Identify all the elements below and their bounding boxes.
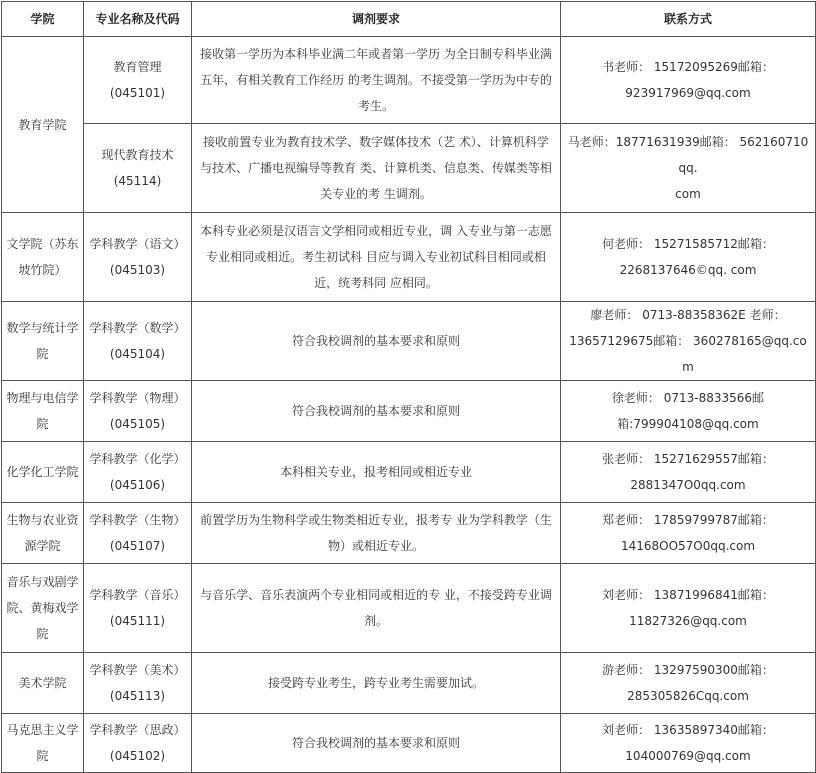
major-name: 学科教学（物理） — [89, 391, 186, 405]
major-code: (045103) — [109, 263, 166, 277]
requirement-cell: 本科相关专业，报考相同或相近专业 — [192, 442, 561, 503]
table-row — [2, 653, 816, 714]
requirement-cell: 符合我校调剂的基本要求和原则 — [192, 302, 561, 381]
major-cell — [84, 124, 192, 213]
requirement-cell: 前置学历为生物科学或生物类相近专业，报考专 业为学科教学（生物）或相近专业。 — [192, 503, 561, 564]
contact-line: 285305826Cqq.com — [627, 689, 749, 703]
contact-cell — [561, 37, 816, 124]
contact-line: 廖老师： 0713-88358362E 老师： — [590, 308, 786, 322]
table-row — [2, 442, 816, 503]
major-cell — [84, 653, 192, 714]
contact-line: 14168OO57O0qq.com — [620, 539, 756, 553]
table-row — [2, 714, 816, 773]
college-cell: 物理与电信学院 — [2, 381, 84, 442]
major-code: (045107) — [109, 539, 166, 553]
college-cell: 生物与农业资源学院 — [2, 503, 84, 564]
requirement-cell: 接收前置专业为教育技术学、数字媒体技术（艺 术）、计算机科学与技术、广播电视编导等教育 类、计算机类、信息类、传媒类等相关专业的考 生调剂。 — [192, 124, 561, 213]
table-row — [2, 564, 816, 653]
major-code: (045113) — [109, 689, 166, 703]
contact-line: 2268137646©qq. com — [619, 263, 757, 277]
college-cell: 文学院（苏东坡竹院） — [2, 213, 84, 302]
college-cell: 马克思主义学院 — [2, 714, 84, 773]
major-code: (045105) — [109, 417, 166, 431]
major-name: 现代教育技术 — [101, 148, 174, 162]
major-name: 学科教学（美术） — [89, 663, 186, 677]
major-code: (045106) — [109, 478, 166, 492]
major-name: 学科教学（数学） — [89, 321, 186, 335]
contact-line: 刘老师： 13635897340邮箱： — [602, 723, 774, 737]
contact-cell — [561, 653, 816, 714]
major-name: 学科教学（音乐） — [89, 588, 186, 602]
contact-line: 11827326@qq.com — [629, 614, 747, 628]
table-row — [2, 124, 816, 213]
contact-line: 书老师： 15172095269邮箱： — [602, 60, 774, 74]
contact-line: 13657129675邮箱： 360278165@qq.com — [569, 334, 807, 374]
header-major: 专业名称及代码 — [84, 2, 192, 37]
college-cell: 化学化工学院 — [2, 442, 84, 503]
major-code: (45114) — [113, 174, 162, 188]
major-name: 学科教学（语文） — [89, 237, 186, 251]
contact-line: 104000769@qq.com — [625, 749, 751, 763]
college-cell: 音乐与戏剧学院、黄梅戏学院 — [2, 564, 84, 653]
contact-line: 923917969@qq.com — [625, 86, 751, 100]
contact-cell — [561, 564, 816, 653]
major-name: 教育管理 — [113, 60, 162, 74]
major-code: (045111) — [109, 614, 166, 628]
contact-cell — [561, 381, 816, 442]
contact-line: 游老师： 13297590300邮箱： — [602, 663, 774, 677]
requirement-cell: 符合我校调剂的基本要求和原则 — [192, 714, 561, 773]
major-cell — [84, 564, 192, 653]
requirement-cell: 接收第一学历为本科毕业满二年或者第一学历 为全日制专科毕业满五年，有相关教育工作经历 的考生调剂。不接受第一学历为中专的考生。 — [192, 37, 561, 124]
contact-line: 2881347O0qq.com — [630, 478, 746, 492]
contact-line: 刘老师： 13871996841邮箱： — [602, 588, 774, 602]
major-cell — [84, 302, 192, 381]
contact-line: 张老师： 15271629557邮箱： — [602, 452, 774, 466]
table-row — [2, 213, 816, 302]
major-name: 学科教学（生物） — [89, 513, 186, 527]
major-cell — [84, 442, 192, 503]
college-cell: 教育学院 — [2, 37, 84, 213]
header-contact: 联系方式 — [561, 2, 816, 37]
contact-cell — [561, 714, 816, 773]
major-cell — [84, 381, 192, 442]
table-row — [2, 503, 816, 564]
requirement-cell: 与音乐学、音乐表演两个专业相同或相近的专 业，不接受跨专业调剂。 — [192, 564, 561, 653]
major-cell — [84, 714, 192, 773]
major-name: 学科教学（化学） — [89, 452, 186, 466]
contact-line: 马老师：18771631939邮箱： 562160710qq. — [567, 135, 809, 175]
contact-cell — [561, 302, 816, 381]
contact-cell — [561, 503, 816, 564]
header-college: 学院 — [2, 2, 84, 37]
contact-line: 徐老师： 0713-8833566邮 — [611, 391, 765, 405]
contact-line: com — [675, 187, 701, 201]
requirement-cell: 接受跨专业考生，跨专业考生需要加试。 — [192, 653, 561, 714]
contact-line: 何老师： 15271585712邮箱： — [602, 237, 774, 251]
requirement-cell: 本科专业必须是汉语言文学相同或相近专业，调 入专业与第一志愿专业相同或相近。考生初试科 目应与调入专业初试科目相同或相近，统考科同 应相同。 — [192, 213, 561, 302]
major-code: (045102) — [109, 749, 166, 763]
contact-line: 箱:799904108@qq.com — [617, 417, 759, 431]
table-row — [2, 381, 816, 442]
college-cell: 数学与统计学院 — [2, 302, 84, 381]
major-cell — [84, 503, 192, 564]
college-cell: 美术学院 — [2, 653, 84, 714]
requirement-cell: 符合我校调剂的基本要求和原则 — [192, 381, 561, 442]
contact-cell — [561, 442, 816, 503]
major-code: (045104) — [109, 347, 166, 361]
major-cell — [84, 37, 192, 124]
major-name: 学科教学（思政） — [89, 723, 186, 737]
contact-cell — [561, 213, 816, 302]
table-row — [2, 302, 816, 381]
contact-cell — [561, 124, 816, 213]
contact-line: 郑老师： 17859799787邮箱： — [602, 513, 774, 527]
major-code: (045101) — [109, 86, 166, 100]
adjustment-table — [1, 1, 816, 773]
header-row — [2, 2, 816, 37]
major-cell — [84, 213, 192, 302]
table-row — [2, 37, 816, 124]
header-requirements: 调剂要求 — [192, 2, 561, 37]
